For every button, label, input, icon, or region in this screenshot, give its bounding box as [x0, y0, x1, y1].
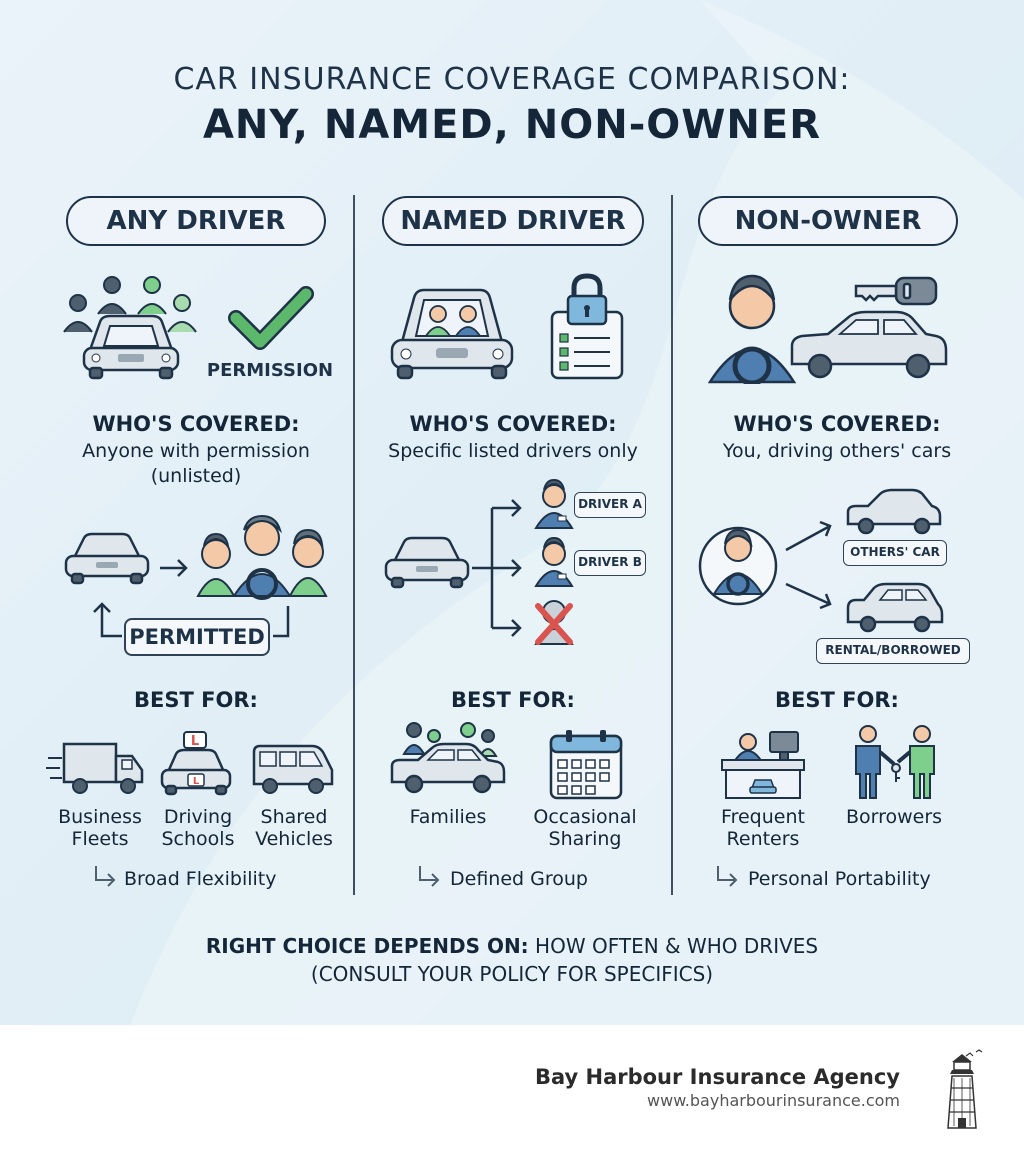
driver-with-car-and-key-icon [708, 272, 950, 384]
best-for-borrowers: Borrowers [845, 806, 943, 828]
car-with-drivers-icon [384, 286, 520, 382]
best-for-occasional-sharing: Occasional Sharing [533, 806, 637, 850]
named-driver-best-for-heading: BEST FOR: [451, 688, 575, 712]
any-driver-covered-text-1: Anyone with permission [82, 440, 310, 462]
permission-badge: PERMISSION [206, 360, 334, 381]
svg-text:L: L [190, 734, 200, 749]
others-car-tag: OTHERS' CAR [843, 540, 947, 566]
column-divider-1 [353, 195, 355, 895]
truck-icon [46, 738, 146, 800]
best-for-shared-vehicles: Shared Vehicles [255, 806, 333, 850]
bottom-note-rest: HOW OFTEN & WHO DRIVES [535, 934, 819, 958]
return-arrow-icon [416, 864, 442, 888]
named-driver-covered-heading: WHO'S COVERED: [409, 412, 617, 436]
brand-url: www.bayharbourinsurance.com [647, 1091, 900, 1110]
learner-car-icon [156, 730, 236, 800]
any-driver-covered-text-2: (unlisted) [150, 465, 242, 487]
best-for-frequent-renters: Frequent Renters [721, 806, 805, 850]
calendar-icon [548, 728, 624, 800]
non-owner-summary: Personal Portability [748, 868, 931, 890]
any-driver-summary: Broad Flexibility [124, 868, 277, 890]
driver-b-tag: DRIVER B [574, 550, 646, 576]
named-driver-covered-text: Specific listed drivers only [388, 440, 638, 462]
column-title-named-driver: NAMED DRIVER [382, 196, 644, 246]
locked-list-icon [548, 272, 626, 382]
best-for-families: Families [409, 806, 487, 828]
non-owner-best-for-heading: BEST FOR: [775, 688, 899, 712]
return-arrow-icon [92, 864, 118, 888]
footer [0, 1025, 1024, 1154]
any-driver-covered-heading: WHO'S COVERED: [92, 412, 300, 436]
permitted-tag: PERMITTED [124, 618, 270, 656]
bottom-note-bold: RIGHT CHOICE DEPENDS ON: [205, 934, 529, 958]
key-handoff-icon [850, 724, 940, 800]
family-car-icon [388, 720, 508, 800]
named-driver-summary: Defined Group [450, 868, 588, 890]
rental-desk-icon [718, 730, 808, 800]
svg-text:L: L [192, 776, 200, 787]
non-owner-covered-heading: WHO'S COVERED: [733, 412, 941, 436]
bottom-note-line-2: (CONSULT YOUR POLICY FOR SPECIFICS) [310, 962, 714, 986]
driver-a-tag: DRIVER A [574, 492, 646, 518]
best-for-business-fleets: Business Fleets [58, 806, 142, 850]
best-for-driving-schools: Driving Schools [161, 806, 235, 850]
title-line-2: ANY, NAMED, NON-OWNER [202, 102, 822, 148]
lighthouse-logo-icon [936, 1048, 988, 1132]
brand-name: Bay Harbour Insurance Agency [534, 1065, 900, 1089]
non-owner-covered-text: You, driving others' cars [722, 440, 952, 462]
any-driver-best-for-heading: BEST FOR: [134, 688, 258, 712]
bottom-note-line-1 [0, 934, 1024, 958]
group-with-car-icon [60, 270, 200, 382]
column-title-any-driver: ANY DRIVER [66, 196, 326, 246]
checkmark-icon [228, 284, 314, 354]
title-line-1: CAR INSURANCE COVERAGE COMPARISON: [173, 62, 851, 97]
rental-borrowed-tag: RENTAL/BORROWED [816, 638, 970, 664]
van-icon [250, 740, 336, 800]
column-divider-2 [671, 195, 673, 895]
named-driver-diagram [380, 476, 580, 656]
column-title-non-owner: NON-OWNER [698, 196, 958, 246]
return-arrow-icon [714, 864, 740, 888]
